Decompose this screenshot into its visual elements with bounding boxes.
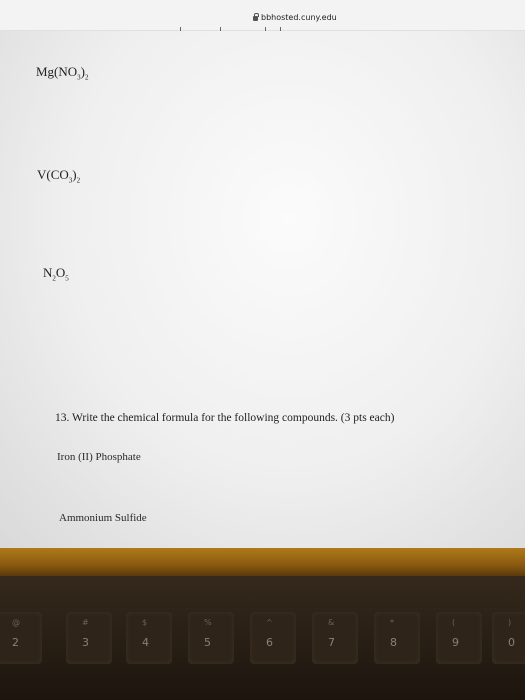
key-3[interactable]: # 3 [66, 612, 112, 664]
browser-address-bar[interactable] [0, 0, 525, 31]
tab-divider [180, 27, 181, 31]
key-2[interactable]: @ 2 [0, 612, 42, 664]
compound-ammonium-sulfide: Ammonium Sulfide [59, 512, 147, 524]
formula-n2o5: $N_2O_5$ [43, 265, 69, 283]
formula-v-co3-2: $V(CO_3)_2$ [37, 167, 81, 185]
tab-divider [220, 27, 221, 31]
key-6[interactable]: ^ 6 [250, 612, 296, 664]
key-8[interactable]: * 8 [374, 612, 420, 664]
tab-divider [265, 27, 266, 31]
compound-iron-ii-phosphate: Iron (II) Phosphate [57, 451, 141, 463]
formula-mg-no3-2: $Mg(NO_3)_2$ [36, 64, 89, 82]
tab-divider [280, 27, 281, 31]
key-9[interactable]: ( 9 [436, 612, 482, 664]
lock-icon [253, 16, 258, 21]
key-7[interactable]: & 7 [312, 612, 358, 664]
url-text: bbhosted.cuny.edu [261, 13, 337, 22]
key-0[interactable]: ) 0 [492, 612, 525, 664]
key-4[interactable]: $ 4 [126, 612, 172, 664]
key-5[interactable]: % 5 [188, 612, 234, 664]
url-display[interactable] [253, 13, 337, 22]
question-13: 13. Write the chemical formula for the following compounds. (3 pts each) [55, 412, 395, 424]
laptop-bezel [0, 548, 525, 576]
